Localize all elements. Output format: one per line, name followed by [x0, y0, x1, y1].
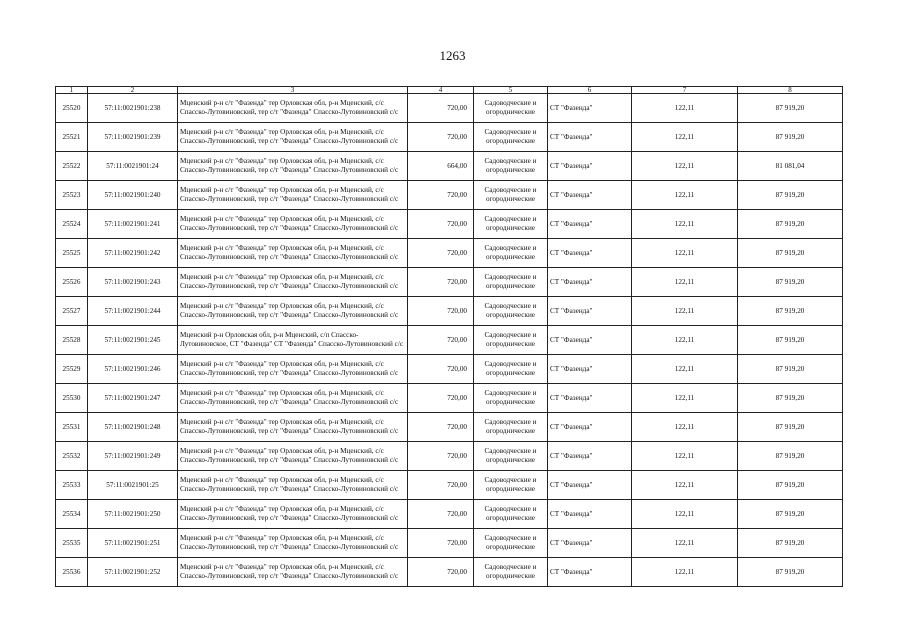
- organization-cell: СТ "Фазенда": [548, 471, 632, 500]
- rate-cell: 122,11: [632, 384, 738, 413]
- row-number-cell: 25533: [56, 471, 88, 500]
- address-cell: Мценский р-н с/т "Фазенда" тер Орловская обл, р-н Мценский, с/с Спасско-Лутовиновский, тер с/т "Фазенда" Спасско-Лутовиновский с/с: [178, 529, 408, 558]
- address-cell: Мценский р-н с/т "Фазенда" тер Орловская обл, р-н Мценский, с/с Спасско-Лутовиновский, тер с/т "Фазенда" Спасско-Лутовиновский с/с: [178, 355, 408, 384]
- organization-cell: СТ "Фазенда": [548, 529, 632, 558]
- area-cell: 720,00: [408, 123, 474, 152]
- table-row: [56, 210, 843, 239]
- address-cell: Мценский р-н с/т "Фазенда" тер Орловская обл, р-н Мценский, с/с Спасско-Лутовиновский, тер с/т "Фазенда" Спасско-Лутовиновский с/с: [178, 297, 408, 326]
- cadastral-value-cell: 87 919,20: [738, 355, 843, 384]
- cadastral-value-cell: 87 919,20: [738, 94, 843, 123]
- cadastral-number-cell: 57:11:0021901:246: [88, 355, 178, 384]
- table-row: [56, 326, 843, 355]
- column-header: 1: [56, 87, 88, 94]
- table-row: [56, 355, 843, 384]
- table-row: [56, 152, 843, 181]
- address-cell: Мценский р-н с/т "Фазенда" тер Орловская обл, р-н Мценский, с/с Спасско-Лутовиновский, тер с/т "Фазенда" Спасско-Лутовиновский с/с: [178, 123, 408, 152]
- organization-cell: СТ "Фазенда": [548, 94, 632, 123]
- table-row: [56, 558, 843, 587]
- area-cell: 720,00: [408, 558, 474, 587]
- rate-cell: 122,11: [632, 355, 738, 384]
- cadastral-number-cell: 57:11:0021901:25: [88, 471, 178, 500]
- cadastral-value-cell: 87 919,20: [738, 384, 843, 413]
- address-cell: Мценский р-н с/т "Фазенда" тер Орловская обл, р-н Мценский, с/с Спасско-Лутовиновский, тер с/т "Фазенда" Спасско-Лутовиновский с/с: [178, 413, 408, 442]
- organization-cell: СТ "Фазенда": [548, 500, 632, 529]
- cadastral-value-cell: 87 919,20: [738, 529, 843, 558]
- land-use-cell: Садоводческие и огороднические: [474, 384, 548, 413]
- cadastral-value-cell: 87 919,20: [738, 558, 843, 587]
- row-number-cell: 25529: [56, 355, 88, 384]
- row-number-cell: 25530: [56, 384, 88, 413]
- cadastral-value-cell: 87 919,20: [738, 268, 843, 297]
- address-cell: Мценский р-н с/т "Фазенда" тер Орловская обл, р-н Мценский, с/с Спасско-Лутовиновский, тер с/т "Фазенда" Спасско-Лутовиновский с/с: [178, 500, 408, 529]
- area-cell: 720,00: [408, 210, 474, 239]
- column-header: 8: [738, 87, 843, 94]
- row-number-cell: 25531: [56, 413, 88, 442]
- land-use-cell: Садоводческие и огороднические: [474, 181, 548, 210]
- land-use-cell: Садоводческие и огороднические: [474, 355, 548, 384]
- organization-cell: СТ "Фазенда": [548, 355, 632, 384]
- address-cell: Мценский р-н с/т "Фазенда" тер Орловская обл, р-н Мценский, с/с Спасско-Лутовиновский, тер с/т "Фазенда" Спасско-Лутовиновский с/с: [178, 181, 408, 210]
- cadastral-number-cell: 57:11:0021901:252: [88, 558, 178, 587]
- land-use-cell: Садоводческие и огороднические: [474, 152, 548, 181]
- table-row: [56, 529, 843, 558]
- table-row: [56, 268, 843, 297]
- row-number-cell: 25523: [56, 181, 88, 210]
- cadastral-number-cell: 57:11:0021901:243: [88, 268, 178, 297]
- cadastral-number-cell: 57:11:0021901:240: [88, 181, 178, 210]
- rate-cell: 122,11: [632, 297, 738, 326]
- area-cell: 720,00: [408, 326, 474, 355]
- row-number-cell: 25535: [56, 529, 88, 558]
- organization-cell: СТ "Фазенда": [548, 210, 632, 239]
- column-header: 6: [548, 87, 632, 94]
- cadastral-number-cell: 57:11:0021901:242: [88, 239, 178, 268]
- column-header: 3: [178, 87, 408, 94]
- cadastral-value-cell: 87 919,20: [738, 471, 843, 500]
- land-use-cell: Садоводческие и огороднические: [474, 326, 548, 355]
- cadastral-value-cell: 87 919,20: [738, 500, 843, 529]
- address-cell: Мценский р-н с/т "Фазенда" тер Орловская обл, р-н Мценский, с/с Спасско-Лутовиновский, тер с/т "Фазенда" Спасско-Лутовиновский с/с: [178, 471, 408, 500]
- cadastral-value-cell: 87 919,20: [738, 297, 843, 326]
- area-cell: 720,00: [408, 413, 474, 442]
- rate-cell: 122,11: [632, 471, 738, 500]
- cadastral-value-cell: 81 081,04: [738, 152, 843, 181]
- cadastral-value-cell: 87 919,20: [738, 210, 843, 239]
- organization-cell: СТ "Фазенда": [548, 297, 632, 326]
- row-number-cell: 25534: [56, 500, 88, 529]
- land-use-cell: Садоводческие и огороднические: [474, 268, 548, 297]
- land-use-cell: Садоводческие и огороднические: [474, 94, 548, 123]
- area-cell: 720,00: [408, 297, 474, 326]
- cadastral-number-cell: 57:11:0021901:248: [88, 413, 178, 442]
- page-number: 1263: [439, 48, 466, 63]
- row-number-cell: 25526: [56, 268, 88, 297]
- organization-cell: СТ "Фазенда": [548, 268, 632, 297]
- area-cell: 720,00: [408, 384, 474, 413]
- cadastral-value-cell: 87 919,20: [738, 326, 843, 355]
- organization-cell: СТ "Фазенда": [548, 558, 632, 587]
- area-cell: 720,00: [408, 268, 474, 297]
- land-use-cell: Садоводческие и огороднические: [474, 471, 548, 500]
- land-use-cell: Садоводческие и огороднические: [474, 239, 548, 268]
- rate-cell: 122,11: [632, 558, 738, 587]
- cadastral-number-cell: 57:11:0021901:239: [88, 123, 178, 152]
- address-cell: Мценский р-н с/т "Фазенда" тер Орловская обл, р-н Мценский, с/с Спасско-Лутовиновский, тер с/т "Фазенда" Спасско-Лутовиновский с/с: [178, 268, 408, 297]
- cadastral-value-cell: 87 919,20: [738, 123, 843, 152]
- organization-cell: СТ "Фазенда": [548, 181, 632, 210]
- area-cell: 664,00: [408, 152, 474, 181]
- land-use-cell: Садоводческие и огороднические: [474, 123, 548, 152]
- table-body: [56, 94, 843, 587]
- row-number-cell: 25521: [56, 123, 88, 152]
- address-cell: Мценский р-н с/т "Фазенда" тер Орловская обл, р-н Мценский, с/с Спасско-Лутовиновский, тер с/т "Фазенда" Спасско-Лутовиновский с/с: [178, 384, 408, 413]
- table-row: [56, 500, 843, 529]
- land-use-cell: Садоводческие и огороднические: [474, 529, 548, 558]
- row-number-cell: 25532: [56, 442, 88, 471]
- organization-cell: СТ "Фазенда": [548, 326, 632, 355]
- address-cell: Мценский р-н с/т "Фазенда" тер Орловская обл, р-н Мценский, с/с Спасско-Лутовиновский, тер с/т "Фазенда" Спасско-Лутовиновский с/с: [178, 152, 408, 181]
- column-header: 2: [88, 87, 178, 94]
- address-cell: Мценский р-н Орловская обл, р-н Мценский, с/п Спасско-Лутовиновское, СТ "Фазенда" СТ "Фазенда" Спасско-Лутовиновский с/с: [178, 326, 408, 355]
- organization-cell: СТ "Фазенда": [548, 239, 632, 268]
- rate-cell: 122,11: [632, 442, 738, 471]
- organization-cell: СТ "Фазенда": [548, 413, 632, 442]
- row-number-cell: 25522: [56, 152, 88, 181]
- rate-cell: 122,11: [632, 152, 738, 181]
- row-number-cell: 25528: [56, 326, 88, 355]
- organization-cell: СТ "Фазенда": [548, 442, 632, 471]
- row-number-cell: 25525: [56, 239, 88, 268]
- area-cell: 720,00: [408, 500, 474, 529]
- area-cell: 720,00: [408, 471, 474, 500]
- cadastral-number-cell: 57:11:0021901:245: [88, 326, 178, 355]
- table-row: [56, 384, 843, 413]
- row-number-cell: 25527: [56, 297, 88, 326]
- column-header: 5: [474, 87, 548, 94]
- land-use-cell: Садоводческие и огороднические: [474, 500, 548, 529]
- rate-cell: 122,11: [632, 413, 738, 442]
- table-row: [56, 239, 843, 268]
- rate-cell: 122,11: [632, 181, 738, 210]
- column-header: 7: [632, 87, 738, 94]
- cadastral-number-cell: 57:11:0021901:241: [88, 210, 178, 239]
- area-cell: 720,00: [408, 181, 474, 210]
- table-row: [56, 413, 843, 442]
- cadastral-number-cell: 57:11:0021901:238: [88, 94, 178, 123]
- area-cell: 720,00: [408, 94, 474, 123]
- land-use-cell: Садоводческие и огороднические: [474, 442, 548, 471]
- address-cell: Мценский р-н с/т "Фазенда" тер Орловская обл, р-н Мценский, с/с Спасско-Лутовиновский, тер с/т "Фазенда" Спасско-Лутовиновский с/с: [178, 442, 408, 471]
- rate-cell: 122,11: [632, 123, 738, 152]
- cadastral-number-cell: 57:11:0021901:244: [88, 297, 178, 326]
- rate-cell: 122,11: [632, 210, 738, 239]
- column-header: 4: [408, 87, 474, 94]
- table-row: [56, 94, 843, 123]
- cadastral-number-cell: 57:11:0021901:249: [88, 442, 178, 471]
- land-use-cell: Садоводческие и огороднические: [474, 558, 548, 587]
- cadastral-value-cell: 87 919,20: [738, 239, 843, 268]
- cadastral-number-cell: 57:11:0021901:251: [88, 529, 178, 558]
- cadastral-value-cell: 87 919,20: [738, 181, 843, 210]
- address-cell: Мценский р-н с/т "Фазенда" тер Орловская обл, р-н Мценский, с/с Спасско-Лутовиновский, тер с/т "Фазенда" Спасско-Лутовиновский с/с: [178, 210, 408, 239]
- rate-cell: 122,11: [632, 500, 738, 529]
- row-number-cell: 25520: [56, 94, 88, 123]
- table-row: [56, 181, 843, 210]
- rate-cell: 122,11: [632, 326, 738, 355]
- row-number-cell: 25524: [56, 210, 88, 239]
- rate-cell: 122,11: [632, 268, 738, 297]
- address-cell: Мценский р-н с/т "Фазенда" тер Орловская обл, р-н Мценский, с/с Спасско-Лутовиновский, тер с/т "Фазенда" Спасско-Лутовиновский с/с: [178, 94, 408, 123]
- organization-cell: СТ "Фазенда": [548, 152, 632, 181]
- address-cell: Мценский р-н с/т "Фазенда" тер Орловская обл, р-н Мценский, с/с Спасско-Лутовиновский, тер с/т "Фазенда" Спасско-Лутовиновский с/с: [178, 239, 408, 268]
- column-number-row: [56, 87, 843, 94]
- cadastral-value-cell: 87 919,20: [738, 413, 843, 442]
- land-use-cell: Садоводческие и огороднические: [474, 413, 548, 442]
- rate-cell: 122,11: [632, 94, 738, 123]
- rate-cell: 122,11: [632, 239, 738, 268]
- area-cell: 720,00: [408, 239, 474, 268]
- organization-cell: СТ "Фазенда": [548, 384, 632, 413]
- land-registry-table: [55, 86, 843, 587]
- table-row: [56, 442, 843, 471]
- table-row: [56, 297, 843, 326]
- area-cell: 720,00: [408, 529, 474, 558]
- address-cell: Мценский р-н с/т "Фазенда" тер Орловская обл, р-н Мценский, с/с Спасско-Лутовиновский, тер с/т "Фазенда" Спасско-Лутовиновский с/с: [178, 558, 408, 587]
- area-cell: 720,00: [408, 355, 474, 384]
- row-number-cell: 25536: [56, 558, 88, 587]
- table-row: [56, 123, 843, 152]
- area-cell: 720,00: [408, 442, 474, 471]
- cadastral-number-cell: 57:11:0021901:250: [88, 500, 178, 529]
- cadastral-number-cell: 57:11:0021901:247: [88, 384, 178, 413]
- land-use-cell: Садоводческие и огороднические: [474, 210, 548, 239]
- cadastral-number-cell: 57:11:0021901:24: [88, 152, 178, 181]
- table-row: [56, 471, 843, 500]
- cadastral-value-cell: 87 919,20: [738, 442, 843, 471]
- rate-cell: 122,11: [632, 529, 738, 558]
- land-use-cell: Садоводческие и огороднические: [474, 297, 548, 326]
- organization-cell: СТ "Фазенда": [548, 123, 632, 152]
